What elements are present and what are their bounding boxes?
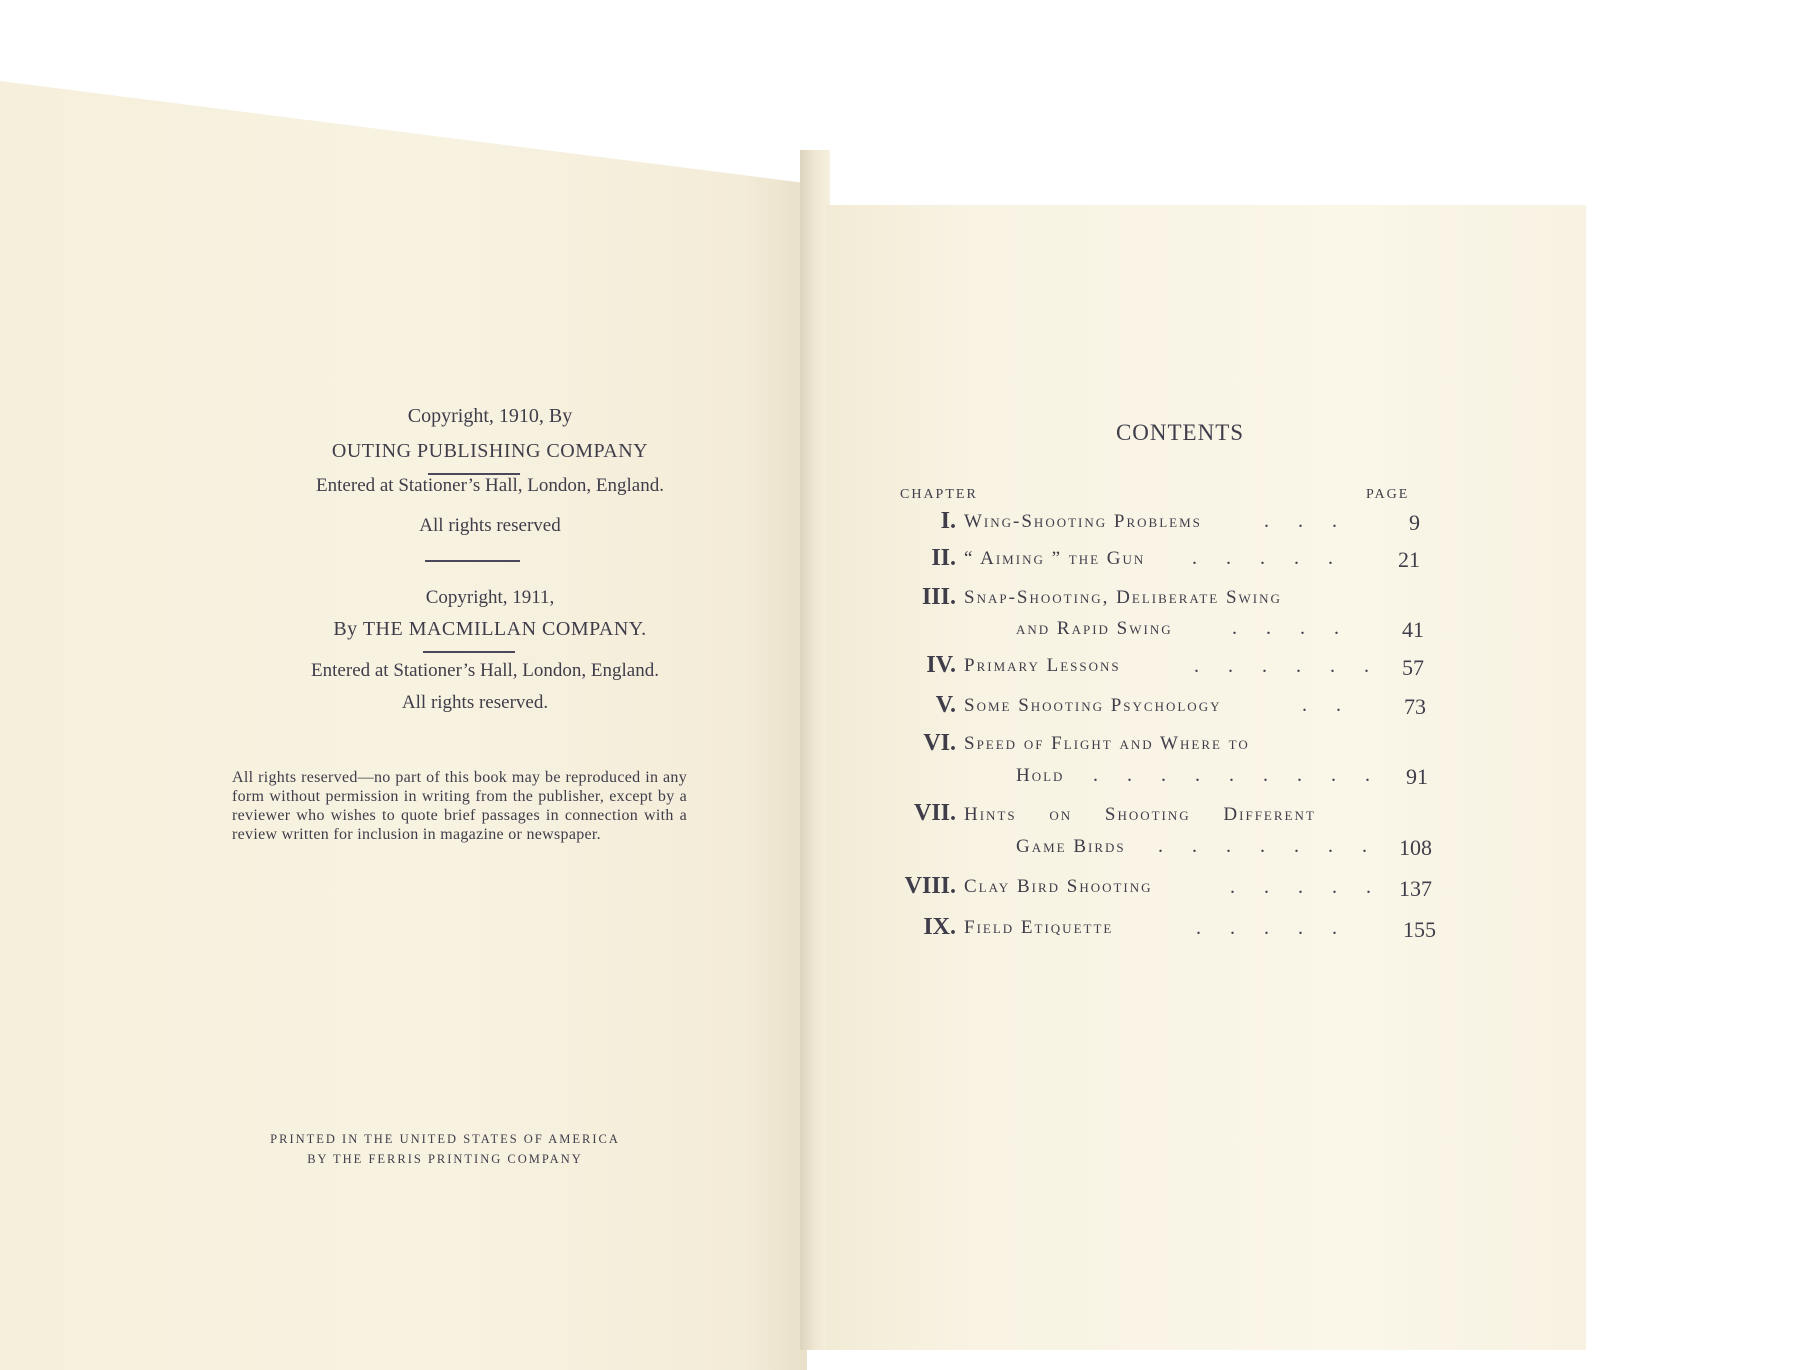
- toc-leader-dots: . .: [1302, 694, 1353, 716]
- publisher-1910: OUTING PUBLISHING COMPANY: [331, 440, 649, 462]
- rights-1911: All rights reserved.: [401, 692, 549, 713]
- toc-leader-dots: . . . . . . .: [1158, 835, 1379, 857]
- toc-page-number: 137: [1399, 876, 1432, 901]
- toc-page-number: 73: [1404, 694, 1426, 719]
- toc-chapter-title: Speed of Flight and Where to: [964, 733, 1250, 754]
- toc-leader-dots: . . . . .: [1230, 876, 1383, 898]
- toc-leader-dots: . . . . . . . . .: [1093, 764, 1382, 786]
- entered-1910: Entered at Stationer’s Hall, London, England.: [316, 475, 664, 496]
- toc-leader-dots: . . . . .: [1196, 917, 1349, 939]
- toc-page-number: 91: [1406, 764, 1428, 789]
- copyright-1911-line: Copyright, 1911,: [425, 587, 555, 608]
- printed-in-line: PRINTED IN THE UNITED STATES OF AMERICA: [270, 1132, 620, 1146]
- toc-chapter-title: Field Etiquette: [964, 917, 1114, 938]
- toc-page-number: 108: [1399, 835, 1432, 860]
- copyright-1910-line: Copyright, 1910, By: [407, 405, 573, 427]
- toc-chapter-number: VII.: [913, 800, 956, 826]
- contents-title: CONTENTS: [1115, 420, 1245, 445]
- toc-chapter-title: Snap-Shooting, Deliberate Swing: [964, 587, 1282, 608]
- toc-chapter-number: IV.: [926, 652, 956, 678]
- toc-chapter-number: II.: [931, 545, 956, 571]
- left-page: [0, 80, 807, 1370]
- toc-chapter-number: III.: [921, 584, 956, 610]
- page-column-header: PAGE: [1366, 487, 1410, 502]
- toc-chapter-title: Wing-Shooting Problems: [964, 511, 1202, 532]
- toc-chapter-title: Hints on Shooting Different: [964, 804, 1316, 825]
- toc-chapter-title-continued: Hold: [1016, 765, 1065, 786]
- printer-line: BY THE FERRIS PRINTING COMPANY: [307, 1152, 583, 1166]
- legal-notice: All rights reserved—no part of this book may be reproduced in any form without permission in writing from the publisher, except by a reviewer who wishes to quote brief passages in connection with a review written for inclusion in magazine or newspaper.: [232, 769, 687, 843]
- toc-chapter-number: V.: [935, 692, 956, 718]
- toc-leader-dots: . . .: [1264, 510, 1349, 532]
- toc-leader-dots: . . . .: [1232, 617, 1351, 639]
- toc-chapter-number: IX.: [923, 914, 956, 940]
- toc-page-number: 9: [1409, 510, 1420, 535]
- toc-leader-dots: . . . . .: [1192, 547, 1345, 569]
- toc-page-number: 57: [1402, 655, 1424, 680]
- toc-chapter-title: Some Shooting Psychology: [964, 695, 1222, 716]
- rights-1910: All rights reserved: [419, 515, 561, 536]
- toc-chapter-title: Clay Bird Shooting: [964, 876, 1153, 897]
- divider-rule: [425, 560, 520, 562]
- toc-chapter-number: VI.: [923, 730, 956, 756]
- toc-page-number: 41: [1402, 617, 1424, 642]
- toc-chapter-title-continued: Game Birds: [1016, 836, 1126, 857]
- toc-page-number: 21: [1398, 547, 1420, 572]
- entered-1911: Entered at Stationer’s Hall, London, England.: [311, 660, 659, 681]
- toc-chapter-title: Primary Lessons: [964, 655, 1121, 676]
- toc-leader-dots: . . . . . .: [1194, 655, 1381, 677]
- toc-page-number: 155: [1403, 917, 1436, 942]
- toc-chapter-number: I.: [940, 508, 956, 534]
- divider-rule: [423, 651, 515, 653]
- toc-chapter-title: “ Aiming ” the Gun: [964, 548, 1146, 569]
- toc-chapter-title-continued: and Rapid Swing: [1016, 618, 1173, 639]
- publisher-1911: By THE MACMILLAN COMPANY.: [333, 618, 647, 640]
- chapter-column-header: CHAPTER: [900, 487, 978, 502]
- toc-chapter-number: VIII.: [904, 873, 956, 899]
